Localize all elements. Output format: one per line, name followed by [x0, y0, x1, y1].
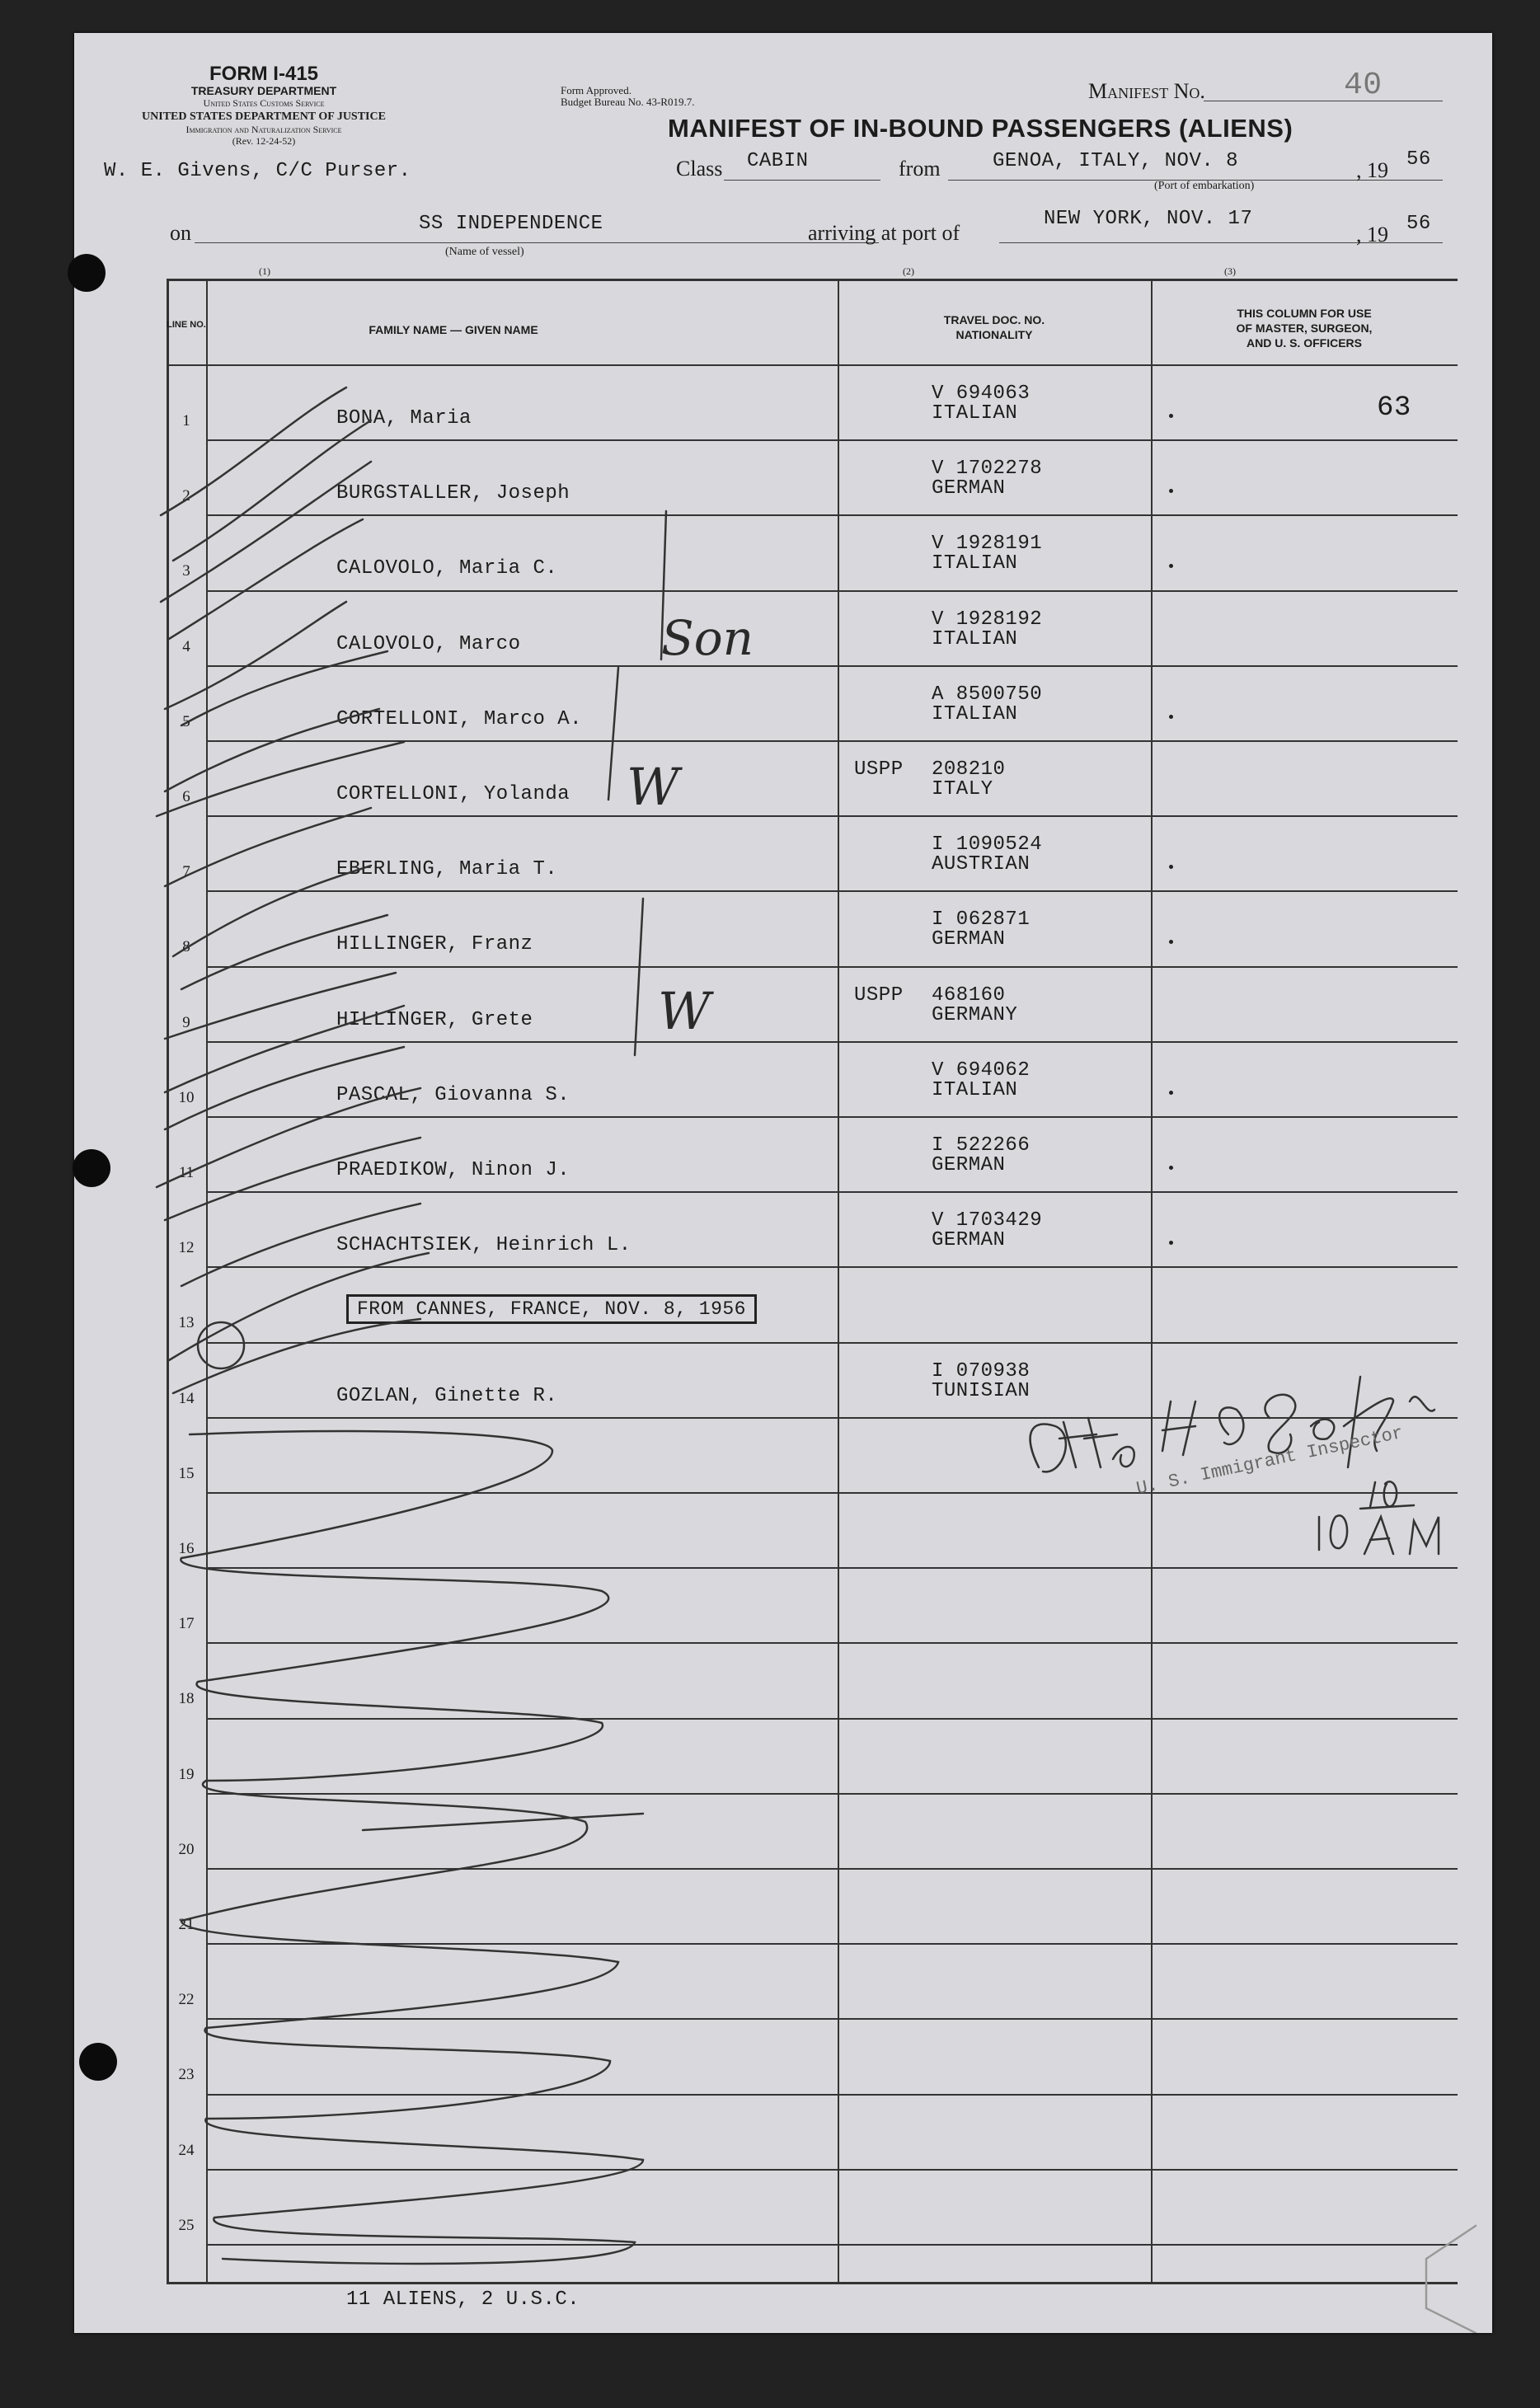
vessel-label: (Name of vessel) [445, 246, 524, 258]
embarkation-port: GENOA, ITALY, NOV. 8 [993, 150, 1239, 172]
cannes-embarkation-note: FROM CANNES, FRANCE, NOV. 8, 1956 [346, 1294, 757, 1324]
nationality: ITALIAN [932, 402, 1018, 425]
column-number-1: (1) [259, 265, 270, 277]
department-of-justice: UNITED STATES DEPARTMENT OF JUSTICE [142, 110, 386, 123]
passenger-name: CORTELLONI, Yolanda [336, 783, 570, 805]
line-number: 23 [178, 2066, 195, 2084]
nationality: AUSTRIAN [932, 853, 1031, 876]
year-2: 56 [1406, 213, 1431, 235]
nationality: ITALIAN [932, 1078, 1018, 1101]
passenger-name: EBERLING, Maria T. [336, 858, 558, 881]
class-label: Class [676, 157, 723, 181]
line-number: 5 [182, 712, 190, 730]
travel-doc-number: 208210 [932, 758, 1006, 781]
header-line-no: LINE NO. [167, 320, 206, 330]
wife-annotation-1: W [627, 757, 679, 817]
line-number: 6 [182, 788, 190, 805]
passport-prefix: USPP [854, 758, 904, 781]
travel-doc-number: I 070938 [932, 1359, 1031, 1382]
form-number: FORM I-415 [209, 63, 319, 85]
on-label: on [170, 221, 191, 245]
travel-doc-number: I 522266 [932, 1134, 1031, 1157]
line-number: 9 [182, 1013, 190, 1031]
line-number: 21 [178, 1916, 195, 1933]
line-number: 10 [178, 1088, 195, 1106]
header-family-name: FAMILY NAME — GIVEN NAME [369, 323, 538, 336]
travel-doc-number: V 1702278 [932, 458, 1043, 481]
line-number: 25 [178, 2216, 195, 2234]
passenger-name: CORTELLONI, Marco A. [336, 707, 583, 730]
travel-doc-number: 468160 [932, 983, 1006, 1007]
passenger-name: HILLINGER, Franz [336, 933, 533, 956]
travel-doc-number: A 8500750 [932, 683, 1043, 706]
column-number-3: (3) [1224, 265, 1236, 277]
passenger-name: PASCAL, Giovanna S. [336, 1083, 570, 1106]
manifest-page [74, 33, 1492, 2333]
line-number: 15 [178, 1464, 195, 1482]
passenger-name: SCHACHTSIEK, Heinrich L. [336, 1234, 631, 1257]
passport-prefix: USPP [854, 983, 904, 1007]
arrival-port: NEW YORK, NOV. 17 [1044, 208, 1253, 230]
treasury-department: TREASURY DEPARTMENT [190, 84, 337, 97]
year-prefix-2: , 19 [1356, 223, 1388, 246]
son-annotation: Son [661, 610, 754, 666]
line-number: 8 [182, 938, 190, 956]
nationality: TUNISIAN [932, 1379, 1031, 1402]
nationality: GERMAN [932, 477, 1006, 500]
line-number: 17 [178, 1615, 195, 1633]
line-number: 22 [178, 1991, 195, 2009]
passenger-name: CALOVOLO, Maria C. [336, 557, 558, 580]
class-value: CABIN [747, 150, 809, 172]
passenger-name: GOZLAN, Ginette R. [336, 1384, 558, 1407]
line-number: 16 [178, 1540, 195, 1557]
form-revision: (Rev. 12-24-52) [232, 135, 296, 147]
from-label: from [899, 157, 941, 181]
nationality: ITALIAN [932, 552, 1018, 575]
line-number: 12 [178, 1239, 195, 1257]
naturalization-service: Immigration and Naturalization Service [185, 124, 342, 135]
line-number: 7 [182, 863, 190, 881]
punch-hole-bottom [79, 2043, 117, 2081]
header-officers-1: THIS COLUMN FOR USE [1237, 307, 1372, 320]
handwriting-overlay [74, 33, 1492, 2333]
line-number: 3 [182, 562, 190, 580]
year-1: 56 [1406, 148, 1431, 171]
column-number-2: (2) [903, 265, 914, 277]
header-travel-doc: TRAVEL DOC. NO. [943, 313, 1045, 326]
line-number: 4 [182, 637, 190, 655]
punch-hole-top [68, 254, 106, 292]
manifest-number: 40 [1344, 68, 1383, 103]
nationality: ITALIAN [932, 702, 1018, 725]
arriving-label: arriving at port of [808, 221, 960, 245]
count-annotation: 63 [1377, 392, 1411, 424]
alien-count-footer: 11 ALIENS, 2 U.S.C. [346, 2288, 580, 2311]
line-number: 14 [178, 1389, 195, 1407]
nationality: GERMAN [932, 928, 1006, 951]
header-nationality: NATIONALITY [955, 328, 1033, 341]
line-number: 11 [178, 1164, 195, 1181]
travel-doc-number: I 1090524 [932, 833, 1043, 857]
travel-doc-number: V 694062 [932, 1058, 1031, 1082]
passenger-name: CALOVOLO, Marco [336, 632, 521, 655]
purser-name: W. E. Givens, C/C Purser. [104, 160, 411, 182]
passenger-name: BONA, Maria [336, 407, 472, 429]
port-embarkation-label: (Port of embarkation) [1154, 180, 1255, 192]
form-approved: Form Approved. [561, 84, 631, 96]
line-number: 24 [178, 2141, 195, 2159]
wife-annotation-2: W [658, 981, 711, 1041]
manifest-label: Manifest No. [1088, 79, 1205, 103]
nationality: GERMANY [932, 1003, 1018, 1026]
punch-hole-middle [73, 1149, 110, 1187]
travel-doc-number: V 1928192 [932, 608, 1043, 631]
header-officers-3: AND U. S. OFFICERS [1246, 336, 1362, 350]
year-prefix-1: , 19 [1356, 158, 1388, 182]
budget-bureau: Budget Bureau No. 43-R019.7. [561, 96, 695, 108]
nationality: ITALY [932, 778, 993, 800]
travel-doc-number: I 062871 [932, 908, 1031, 932]
travel-doc-number: V 1928191 [932, 533, 1043, 556]
vessel-name: SS INDEPENDENCE [419, 213, 603, 235]
line-number: 18 [178, 1690, 195, 1708]
manifest-title: MANIFEST OF IN-BOUND PASSENGERS (ALIENS) [668, 114, 1294, 143]
passenger-name: PRAEDIKOW, Ninon J. [336, 1159, 570, 1181]
travel-doc-number: V 694063 [932, 383, 1031, 405]
header-officers-2: OF MASTER, SURGEON, [1236, 322, 1373, 335]
passenger-name: BURGSTALLER, Joseph [336, 482, 570, 505]
nationality: GERMAN [932, 1154, 1006, 1176]
line-number: 2 [182, 487, 190, 505]
nationality: ITALIAN [932, 627, 1018, 650]
passenger-name: HILLINGER, Grete [336, 1008, 533, 1031]
line-number: 1 [182, 412, 190, 429]
customs-service: United States Customs Service [203, 97, 325, 109]
travel-doc-number: V 1703429 [932, 1209, 1043, 1232]
inspector-stamp: U. S. Immigrant Inspector [1134, 1422, 1406, 1500]
line-number: 19 [178, 1765, 195, 1783]
line-number: 13 [178, 1314, 195, 1332]
nationality: GERMAN [932, 1229, 1006, 1252]
line-number: 20 [178, 1840, 195, 1858]
